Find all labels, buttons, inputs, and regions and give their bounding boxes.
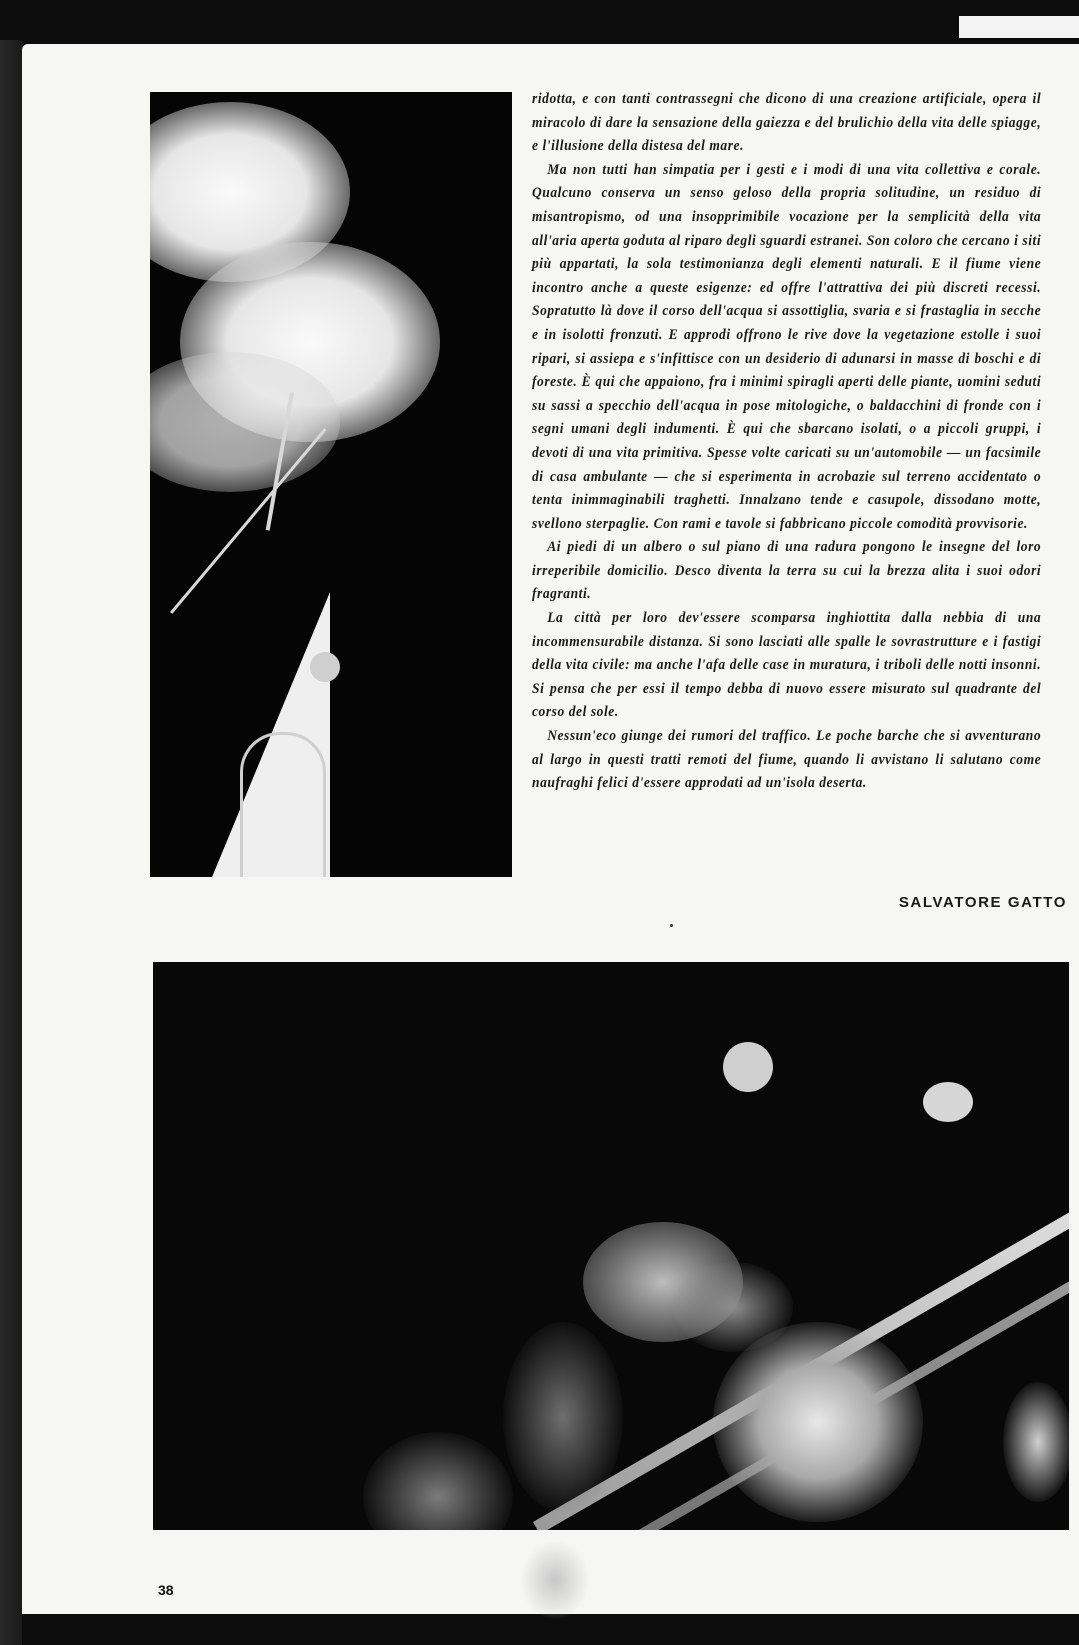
hull-ladder-arch: [240, 732, 326, 877]
paragraph: Ai piedi di un albero o sul piano di una radura pongono le insegne del loro irreperibile domicilio. Desco diventa la terra su cui la brezza alita i suoi odori fragranti.: [532, 539, 1042, 603]
print-speck: [670, 924, 673, 927]
author-byline: SALVATORE GATTO: [898, 894, 1067, 911]
paragraph: Ma non tutti han simpatia per i gesti e i modi di una vita collettiva e corale. Qualcuno conserva un senso geloso della propria solitudine, un residuo di misantropismo, od una insopprimibile vocazione per la semplicità della vita all'aria aperta goduta al riparo degli sguardi estranei. Son coloro che cercano i siti più appartati, la sola testimonianza degli elementi naturali. E il fiume viene incontro anche a queste esigenze: ed offre l'attrattiva dei più discreti recessi. Sopratutto là dove il corso dell'acqua si assottiglia, svaria e si frastaglia in secche e in isolotti fronzuti. E approdi offrono le rive dove la vegetazione estolle i suoi ripari, si assiepa e s'infittisce con un desiderio di adunarsi in masse di boschi e di foreste. È qui che appaiono, fra i minimi spiragli aperti delle piante, uomini seduti su sassi a specchio dell'acqua in pose mitologiche, o baldacchini di fronde con i segni umani degli indumenti. È qui che sbarcano isolati, o a piccoli gruppi, i devoti di una vita primitiva. Spesse volte caricati su un'automobile — un facsimile di casa ambulante — che si esperimenta in acrobazie sul terreno accidentato o tenta inimmaginabili traghetti. Innalzano tende e casupole, dissodano motte, svellono sterpaglie. Con rami e tavole si fabbricano piccole comodità provvisorie.: [532, 161, 1042, 532]
paragraph: Nessun'eco giunge dei rumori del traffico. Le poche barche che si avventurano al largo in questi tratti remoti del fiume, quando li avvistano li salutano come naufraghi felici d'essere approdati ad un'isola deserta.: [532, 728, 1042, 792]
life-ring: [713, 1322, 923, 1522]
paragraph: ridotta, e con tanti contrassegni che dicono di una creazione artificiale, opera il miracolo di dare la sensazione della gaiezza e del brulichio della vita delle spiagge, e l'illusione della distesa del mare.: [532, 91, 1042, 155]
paragraph: La città per loro dev'essere scomparsa inghiottita dalla nebbia di una incommensurabile distanza. Si sono lasciati alle spalle le sovrastrutture e i fastigi della vita civile: ma anche l'afa delle case in muratura, i triboli delle notti insonni. Si pensa che per essi il tempo debba di nuovo essere misurato sul quadrante del corso del sole.: [532, 610, 1042, 721]
print-smudge: [520, 1540, 590, 1620]
figure-head: [310, 652, 340, 682]
raised-hand: [723, 1042, 773, 1092]
page-tab-strip: [959, 16, 1079, 38]
page-number: 38: [158, 1582, 174, 1598]
photo-people-on-boat: [153, 962, 1069, 1530]
person-figure: [503, 1322, 623, 1512]
photo-sail-and-rigging: [150, 92, 512, 877]
raised-hand: [923, 1082, 973, 1122]
binding-edge: [0, 40, 22, 1645]
article-text: [532, 88, 1041, 796]
background-figure: [1003, 1382, 1069, 1502]
person-figure: [363, 1432, 513, 1530]
